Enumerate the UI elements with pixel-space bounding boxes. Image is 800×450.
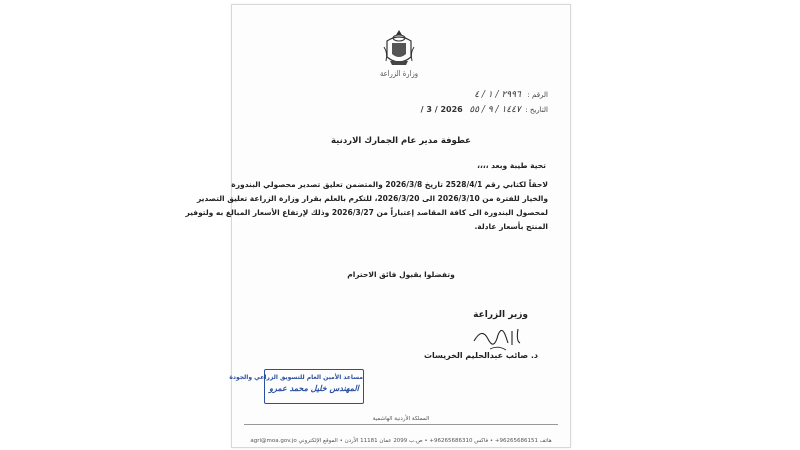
reference-value: ٢٩٩٦ / ١ / ٤ — [474, 90, 521, 100]
date-line — [421, 105, 548, 115]
signatory-name: د. صائب عبدالحليم الخريسات — [423, 351, 538, 360]
body-line: المنتج بأسعار عادلة. — [474, 222, 548, 231]
date-hijri: ١٤٤٧ / ٩ / ٥٥ — [469, 105, 521, 115]
closing: وتفضلوا بقبول فائق الاحترام — [347, 270, 455, 279]
body-line: والخيار للفترة من 2026/3/10 الى 2026/3/20، للتكرم بالعلم بقرار وزارة الزراعة تعليق التصدير — [196, 194, 548, 203]
footer-divider — [244, 424, 558, 425]
official-stamp — [229, 369, 364, 404]
body-line: لمحصول البندورة الى كافة المقاصد إعتباراً من 2026/3/27 وذلك لإرتفاع الأسعار المبالغ به ولتوفير — [185, 208, 548, 217]
date-value: 2026 / 3 / — [420, 105, 463, 114]
recipient: عطوفة مدير عام الجمارك الاردنية — [331, 136, 471, 146]
reference-number — [474, 90, 548, 100]
greeting: تحية طيبة وبعد ،،،، — [477, 161, 546, 170]
date-label: التاريخ : — [525, 106, 548, 114]
stamp-line-2: المهندس خليل محمد عمرو — [269, 384, 359, 393]
reference-label: الرقم : — [527, 91, 548, 99]
ministry-name: وزارة الزراعة — [379, 69, 419, 78]
handwritten-signature — [468, 321, 532, 355]
signatory-title: وزير الزراعة — [473, 310, 528, 320]
body-line: لاحقاً لكتابي رقم 2528/4/1 تاريخ 2026/3/8 والمتضمن تعليق تصدير محصولي البندورة — [231, 180, 548, 189]
letter-page — [185, 4, 571, 448]
footer-kingdom: المملكة الأردنية الهاشمية — [372, 416, 430, 422]
letter-body — [185, 178, 548, 234]
footer-contact: هاتف 96265686151+ • فاكس 96265686310+ • ص.ب 2099 عمان 11181 الأردن • الموقع الإلكتروني agri@moa.gov.jo — [250, 438, 552, 444]
jordan-coat-of-arms-icon — [382, 27, 416, 71]
stamp-line-1: مساعد الأمين العام للتسويق الزراعي والجودة — [229, 374, 363, 381]
